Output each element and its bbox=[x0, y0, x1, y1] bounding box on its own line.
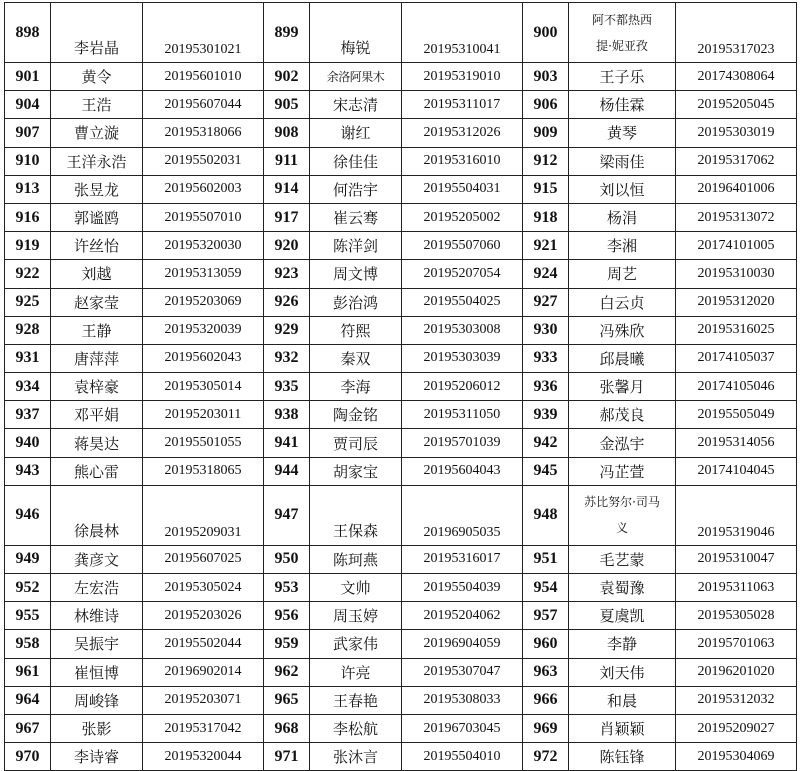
student-id: 20195310030 bbox=[676, 260, 797, 288]
student-name bbox=[569, 3, 676, 63]
seat-number: 903 bbox=[523, 63, 569, 91]
student-name-line-1: 阿不都热西 bbox=[591, 12, 652, 27]
student-id: 20195507010 bbox=[143, 203, 264, 231]
student-name: 王浩 bbox=[51, 91, 143, 119]
seat-number: 918 bbox=[523, 203, 569, 231]
student-name: 宋志清 bbox=[310, 91, 402, 119]
table-row bbox=[5, 574, 797, 602]
seat-number: 912 bbox=[523, 147, 569, 175]
seat-number: 970 bbox=[5, 743, 51, 771]
student-name: 赵家莹 bbox=[51, 288, 143, 316]
student-name: 崔恒博 bbox=[51, 658, 143, 686]
seat-number: 928 bbox=[5, 316, 51, 344]
seat-number: 938 bbox=[264, 401, 310, 429]
student-id: 20195607025 bbox=[143, 545, 264, 573]
student-id: 20195507060 bbox=[402, 232, 523, 260]
student-name: 白云贞 bbox=[569, 288, 676, 316]
student-id: 20195602043 bbox=[143, 344, 264, 372]
student-id: 20195310047 bbox=[676, 545, 797, 573]
student-id: 20195203011 bbox=[143, 401, 264, 429]
table-row bbox=[5, 602, 797, 630]
seat-number: 924 bbox=[523, 260, 569, 288]
student-name: 王保森 bbox=[310, 485, 402, 545]
seat-number: 900 bbox=[523, 3, 569, 63]
seat-number: 922 bbox=[5, 260, 51, 288]
student-name: 杨涓 bbox=[569, 203, 676, 231]
student-id: 20195504031 bbox=[402, 175, 523, 203]
student-id: 20174104045 bbox=[676, 457, 797, 485]
student-id: 20195502044 bbox=[143, 630, 264, 658]
seat-number: 941 bbox=[264, 429, 310, 457]
seat-number: 899 bbox=[264, 3, 310, 63]
student-id: 20195316025 bbox=[676, 316, 797, 344]
student-name: 王子乐 bbox=[569, 63, 676, 91]
seat-number: 930 bbox=[523, 316, 569, 344]
student-name: 李湘 bbox=[569, 232, 676, 260]
student-id: 20195303008 bbox=[402, 316, 523, 344]
seat-number: 906 bbox=[523, 91, 569, 119]
student-name: 梁雨佳 bbox=[569, 147, 676, 175]
seat-number: 923 bbox=[264, 260, 310, 288]
student-name: 周文博 bbox=[310, 260, 402, 288]
table-row bbox=[5, 203, 797, 231]
student-id: 20195310041 bbox=[402, 3, 523, 63]
student-name: 王静 bbox=[51, 316, 143, 344]
seat-number: 955 bbox=[5, 602, 51, 630]
seat-number: 956 bbox=[264, 602, 310, 630]
seat-number: 959 bbox=[264, 630, 310, 658]
table-row bbox=[5, 119, 797, 147]
table-row bbox=[5, 373, 797, 401]
student-name: 武家伟 bbox=[310, 630, 402, 658]
student-id: 20195318066 bbox=[143, 119, 264, 147]
student-id: 20195304069 bbox=[676, 743, 797, 771]
student-name: 彭治鸿 bbox=[310, 288, 402, 316]
student-id: 20195604043 bbox=[402, 457, 523, 485]
student-name: 张影 bbox=[51, 714, 143, 742]
student-id: 20195317042 bbox=[143, 714, 264, 742]
seat-number: 907 bbox=[5, 119, 51, 147]
table-row bbox=[5, 147, 797, 175]
student-id: 20195205002 bbox=[402, 203, 523, 231]
seat-number: 920 bbox=[264, 232, 310, 260]
student-name: 李静 bbox=[569, 630, 676, 658]
student-name: 陈洋剑 bbox=[310, 232, 402, 260]
seat-number: 960 bbox=[523, 630, 569, 658]
student-name: 周玉婷 bbox=[310, 602, 402, 630]
student-id: 20174105037 bbox=[676, 344, 797, 372]
student-name: 陈珂燕 bbox=[310, 545, 402, 573]
student-name: 张沐言 bbox=[310, 743, 402, 771]
student-name: 唐萍萍 bbox=[51, 344, 143, 372]
seat-number: 917 bbox=[264, 203, 310, 231]
seat-number: 957 bbox=[523, 602, 569, 630]
student-id: 20195311017 bbox=[402, 91, 523, 119]
student-id: 20196201020 bbox=[676, 658, 797, 686]
seat-number: 898 bbox=[5, 3, 51, 63]
seat-number: 951 bbox=[523, 545, 569, 573]
student-id: 20174101005 bbox=[676, 232, 797, 260]
table-row bbox=[5, 401, 797, 429]
student-id: 20195307047 bbox=[402, 658, 523, 686]
student-name: 邱晨曦 bbox=[569, 344, 676, 372]
student-id: 20195209031 bbox=[143, 485, 264, 545]
student-name: 曹立漩 bbox=[51, 119, 143, 147]
student-name-line-1: 苏比努尔·司马 bbox=[584, 495, 660, 510]
seat-number: 914 bbox=[264, 175, 310, 203]
student-name: 和晨 bbox=[569, 686, 676, 714]
student-name: 符熙 bbox=[310, 316, 402, 344]
student-name: 周峻锋 bbox=[51, 686, 143, 714]
seat-number: 958 bbox=[5, 630, 51, 658]
table-row bbox=[5, 316, 797, 344]
student-id: 20196902014 bbox=[143, 658, 264, 686]
seat-number: 939 bbox=[523, 401, 569, 429]
student-id: 20196401006 bbox=[676, 175, 797, 203]
table-row bbox=[5, 686, 797, 714]
table-row bbox=[5, 232, 797, 260]
seat-number: 902 bbox=[264, 63, 310, 91]
student-id: 20195311050 bbox=[402, 401, 523, 429]
seat-number: 925 bbox=[5, 288, 51, 316]
student-id: 20195303019 bbox=[676, 119, 797, 147]
seat-number: 965 bbox=[264, 686, 310, 714]
student-name: 张昱龙 bbox=[51, 175, 143, 203]
table-row bbox=[5, 714, 797, 742]
table-row bbox=[5, 630, 797, 658]
table-row bbox=[5, 260, 797, 288]
student-name: 徐晨林 bbox=[51, 485, 143, 545]
seat-number: 927 bbox=[523, 288, 569, 316]
student-id: 20196905035 bbox=[402, 485, 523, 545]
seat-number: 947 bbox=[264, 485, 310, 545]
seat-number: 971 bbox=[264, 743, 310, 771]
student-id: 20195504039 bbox=[402, 574, 523, 602]
seat-number: 936 bbox=[523, 373, 569, 401]
seat-number: 966 bbox=[523, 686, 569, 714]
student-id: 20195314056 bbox=[676, 429, 797, 457]
seat-number: 934 bbox=[5, 373, 51, 401]
seat-number: 942 bbox=[523, 429, 569, 457]
student-name: 李诗睿 bbox=[51, 743, 143, 771]
table-row bbox=[5, 743, 797, 771]
seat-number: 954 bbox=[523, 574, 569, 602]
seat-number: 963 bbox=[523, 658, 569, 686]
student-id: 20195316017 bbox=[402, 545, 523, 573]
table-row bbox=[5, 485, 797, 545]
seat-number: 911 bbox=[264, 147, 310, 175]
seat-number: 943 bbox=[5, 457, 51, 485]
student-id: 20195504025 bbox=[402, 288, 523, 316]
student-name: 黄琴 bbox=[569, 119, 676, 147]
table-row bbox=[5, 288, 797, 316]
student-name: 吴振宇 bbox=[51, 630, 143, 658]
student-name: 袁蜀豫 bbox=[569, 574, 676, 602]
seat-number: 913 bbox=[5, 175, 51, 203]
student-name: 左宏浩 bbox=[51, 574, 143, 602]
seat-number: 932 bbox=[264, 344, 310, 372]
student-name: 肖颖颖 bbox=[569, 714, 676, 742]
seat-number: 910 bbox=[5, 147, 51, 175]
student-id: 20195308033 bbox=[402, 686, 523, 714]
student-name bbox=[569, 485, 676, 545]
seat-number: 901 bbox=[5, 63, 51, 91]
student-name: 毛艺蒙 bbox=[569, 545, 676, 573]
seat-number: 950 bbox=[264, 545, 310, 573]
student-name: 谢红 bbox=[310, 119, 402, 147]
student-id: 20195505049 bbox=[676, 401, 797, 429]
student-id: 20195317062 bbox=[676, 147, 797, 175]
student-id: 20195602003 bbox=[143, 175, 264, 203]
seat-number: 909 bbox=[523, 119, 569, 147]
seat-number: 940 bbox=[5, 429, 51, 457]
seat-number: 953 bbox=[264, 574, 310, 602]
student-id: 20195305014 bbox=[143, 373, 264, 401]
student-roster-table bbox=[4, 2, 797, 771]
student-name: 贾司辰 bbox=[310, 429, 402, 457]
student-id: 20195209027 bbox=[676, 714, 797, 742]
student-id: 20195206012 bbox=[402, 373, 523, 401]
student-id: 20195312026 bbox=[402, 119, 523, 147]
student-id: 20195303039 bbox=[402, 344, 523, 372]
table-row bbox=[5, 344, 797, 372]
student-name: 龚彦文 bbox=[51, 545, 143, 573]
student-id: 20195319046 bbox=[676, 485, 797, 545]
student-name: 林维诗 bbox=[51, 602, 143, 630]
student-id: 20195207054 bbox=[402, 260, 523, 288]
student-name: 崔云骞 bbox=[310, 203, 402, 231]
student-name: 郝茂良 bbox=[569, 401, 676, 429]
student-id: 20195320030 bbox=[143, 232, 264, 260]
student-id: 20195502031 bbox=[143, 147, 264, 175]
seat-number: 962 bbox=[264, 658, 310, 686]
student-id: 20195320039 bbox=[143, 316, 264, 344]
student-name: 胡家宝 bbox=[310, 457, 402, 485]
student-id: 20195301021 bbox=[143, 3, 264, 63]
table-row bbox=[5, 457, 797, 485]
seat-number: 945 bbox=[523, 457, 569, 485]
seat-number: 931 bbox=[5, 344, 51, 372]
student-id: 20195319010 bbox=[402, 63, 523, 91]
seat-number: 964 bbox=[5, 686, 51, 714]
student-id: 20195205045 bbox=[676, 91, 797, 119]
seat-number: 935 bbox=[264, 373, 310, 401]
student-name: 刘以恒 bbox=[569, 175, 676, 203]
student-id: 20195501055 bbox=[143, 429, 264, 457]
student-name: 许丝怡 bbox=[51, 232, 143, 260]
student-id: 20195504010 bbox=[402, 743, 523, 771]
student-name: 郭谧鸥 bbox=[51, 203, 143, 231]
table-row bbox=[5, 3, 797, 63]
student-id: 20196904059 bbox=[402, 630, 523, 658]
student-id: 20195601010 bbox=[143, 63, 264, 91]
table-row bbox=[5, 545, 797, 573]
student-name: 杨佳霖 bbox=[569, 91, 676, 119]
student-name-line-2: 义 bbox=[615, 521, 628, 536]
table-row bbox=[5, 658, 797, 686]
seat-number: 967 bbox=[5, 714, 51, 742]
student-name: 刘天伟 bbox=[569, 658, 676, 686]
seat-number: 952 bbox=[5, 574, 51, 602]
table-row bbox=[5, 429, 797, 457]
student-id: 20195305024 bbox=[143, 574, 264, 602]
seat-number: 904 bbox=[5, 91, 51, 119]
student-name: 蒋昊达 bbox=[51, 429, 143, 457]
student-name: 李岩晶 bbox=[51, 3, 143, 63]
student-name: 徐佳佳 bbox=[310, 147, 402, 175]
student-name: 刘越 bbox=[51, 260, 143, 288]
seat-number: 919 bbox=[5, 232, 51, 260]
student-name: 邓平娟 bbox=[51, 401, 143, 429]
student-id: 20195203026 bbox=[143, 602, 264, 630]
seat-number: 905 bbox=[264, 91, 310, 119]
student-id: 20195701039 bbox=[402, 429, 523, 457]
student-name: 张馨月 bbox=[569, 373, 676, 401]
seat-number: 944 bbox=[264, 457, 310, 485]
student-id: 20196703045 bbox=[402, 714, 523, 742]
student-id: 20195316010 bbox=[402, 147, 523, 175]
table-row bbox=[5, 175, 797, 203]
table-row bbox=[5, 91, 797, 119]
student-name: 秦双 bbox=[310, 344, 402, 372]
student-id: 20195312032 bbox=[676, 686, 797, 714]
seat-number: 915 bbox=[523, 175, 569, 203]
student-id: 20195311063 bbox=[676, 574, 797, 602]
table-row bbox=[5, 63, 797, 91]
student-id: 20174308064 bbox=[676, 63, 797, 91]
student-id: 20195313072 bbox=[676, 203, 797, 231]
student-name: 梅锐 bbox=[310, 3, 402, 63]
seat-number: 961 bbox=[5, 658, 51, 686]
student-name: 王洋永浩 bbox=[51, 147, 143, 175]
student-id: 20195305028 bbox=[676, 602, 797, 630]
seat-number: 916 bbox=[5, 203, 51, 231]
student-name-line-2: 提·妮亚孜 bbox=[596, 38, 648, 53]
student-id: 20195318065 bbox=[143, 457, 264, 485]
student-name: 许亮 bbox=[310, 658, 402, 686]
student-id: 20195607044 bbox=[143, 91, 264, 119]
student-name: 周艺 bbox=[569, 260, 676, 288]
student-name: 余洛阿果木 bbox=[310, 63, 402, 91]
student-id: 20174105046 bbox=[676, 373, 797, 401]
student-id: 20195317023 bbox=[676, 3, 797, 63]
student-name: 李松航 bbox=[310, 714, 402, 742]
student-id: 20195204062 bbox=[402, 602, 523, 630]
seat-number: 926 bbox=[264, 288, 310, 316]
student-name: 陈钰锋 bbox=[569, 743, 676, 771]
student-id: 20195203069 bbox=[143, 288, 264, 316]
student-name: 袁梓豪 bbox=[51, 373, 143, 401]
student-id: 20195320044 bbox=[143, 743, 264, 771]
seat-number: 908 bbox=[264, 119, 310, 147]
student-name: 王春艳 bbox=[310, 686, 402, 714]
student-name: 冯芷萱 bbox=[569, 457, 676, 485]
seat-number: 972 bbox=[523, 743, 569, 771]
student-name: 熊心雷 bbox=[51, 457, 143, 485]
seat-number: 937 bbox=[5, 401, 51, 429]
student-name: 陶金铭 bbox=[310, 401, 402, 429]
student-name: 冯殊欣 bbox=[569, 316, 676, 344]
student-name: 李海 bbox=[310, 373, 402, 401]
student-id: 20195313059 bbox=[143, 260, 264, 288]
student-name: 夏虞凯 bbox=[569, 602, 676, 630]
student-name: 金泓宇 bbox=[569, 429, 676, 457]
seat-number: 968 bbox=[264, 714, 310, 742]
student-name: 何浩宇 bbox=[310, 175, 402, 203]
student-id: 20195312020 bbox=[676, 288, 797, 316]
seat-number: 948 bbox=[523, 485, 569, 545]
roster-body bbox=[5, 3, 797, 771]
student-id: 20195701063 bbox=[676, 630, 797, 658]
seat-number: 933 bbox=[523, 344, 569, 372]
student-name: 黄令 bbox=[51, 63, 143, 91]
seat-number: 949 bbox=[5, 545, 51, 573]
seat-number: 921 bbox=[523, 232, 569, 260]
student-id: 20195203071 bbox=[143, 686, 264, 714]
seat-number: 946 bbox=[5, 485, 51, 545]
seat-number: 969 bbox=[523, 714, 569, 742]
seat-number: 929 bbox=[264, 316, 310, 344]
student-name: 文帅 bbox=[310, 574, 402, 602]
